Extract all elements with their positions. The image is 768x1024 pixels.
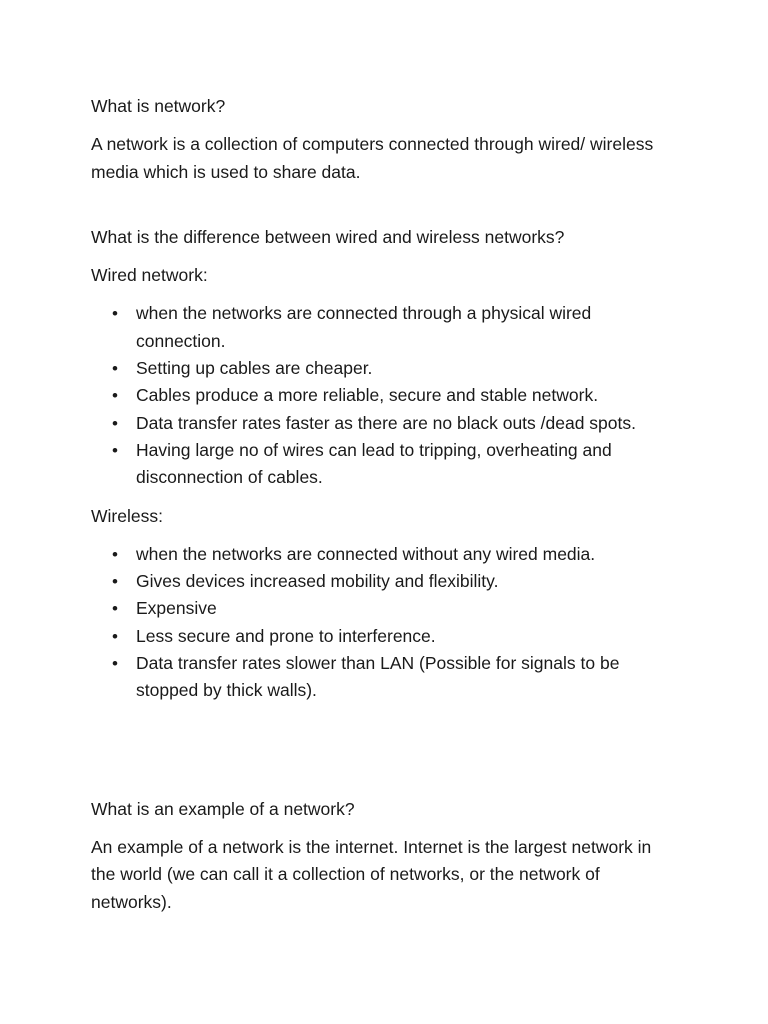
list-item-text: Expensive — [136, 598, 217, 619]
list-item — [112, 568, 678, 595]
wireless-heading: Wireless: — [91, 505, 163, 526]
bullet-icon: • — [112, 599, 118, 619]
list-item-text: Data transfer rates faster as there are no black outs /dead spots. — [136, 412, 636, 433]
list-item — [112, 623, 678, 650]
list-item — [112, 382, 678, 409]
list-item — [112, 650, 678, 705]
list-item — [112, 410, 678, 437]
list-item — [112, 541, 678, 568]
bullet-icon: • — [112, 304, 118, 324]
wired-network-heading: Wired network: — [91, 265, 208, 286]
bullet-icon: • — [112, 544, 118, 564]
bullet-icon: • — [112, 654, 118, 674]
bullet-icon: • — [112, 572, 118, 592]
bullet-icon: • — [112, 413, 118, 433]
list-item-text: Cables produce a more reliable, secure and stable network. — [136, 385, 599, 406]
wireless-list — [91, 541, 678, 705]
bullet-icon: • — [112, 626, 118, 646]
list-item — [112, 355, 678, 382]
list-item — [112, 437, 678, 492]
list-item-text: Gives devices increased mobility and flexibility. — [136, 571, 499, 592]
bullet-icon: • — [112, 386, 118, 406]
bullet-icon: • — [112, 440, 118, 460]
list-item-text: Less secure and prone to interference. — [136, 625, 436, 646]
list-item-text: Having large no of wires can lead to tripping, overheating and disconnection of cables. — [136, 439, 612, 488]
answer-what-is-network: A network is a collection of computers connected through wired/ wireless media which is used to share data. — [91, 134, 654, 182]
list-item-text: Setting up cables are cheaper. — [136, 358, 373, 379]
list-item-text: Data transfer rates slower than LAN (Possible for signals to be stopped by thick walls). — [136, 653, 620, 701]
question-example: What is an example of a network? — [91, 798, 355, 819]
question-difference: What is the difference between wired and wireless networks? — [91, 226, 565, 247]
list-item-text: when the networks are connected through a physical wired connection. — [136, 303, 592, 351]
question-what-is-network: What is network? — [91, 96, 226, 116]
answer-example: An example of a network is the internet. Internet is the largest network in the world (we can call it a collection of networks, or the network of networks). — [91, 836, 652, 912]
list-item-text: when the networks are connected without any wired media. — [136, 543, 596, 564]
bullet-icon: • — [112, 359, 118, 379]
list-item — [112, 300, 678, 355]
wired-network-list — [91, 300, 678, 491]
list-item — [112, 595, 678, 622]
